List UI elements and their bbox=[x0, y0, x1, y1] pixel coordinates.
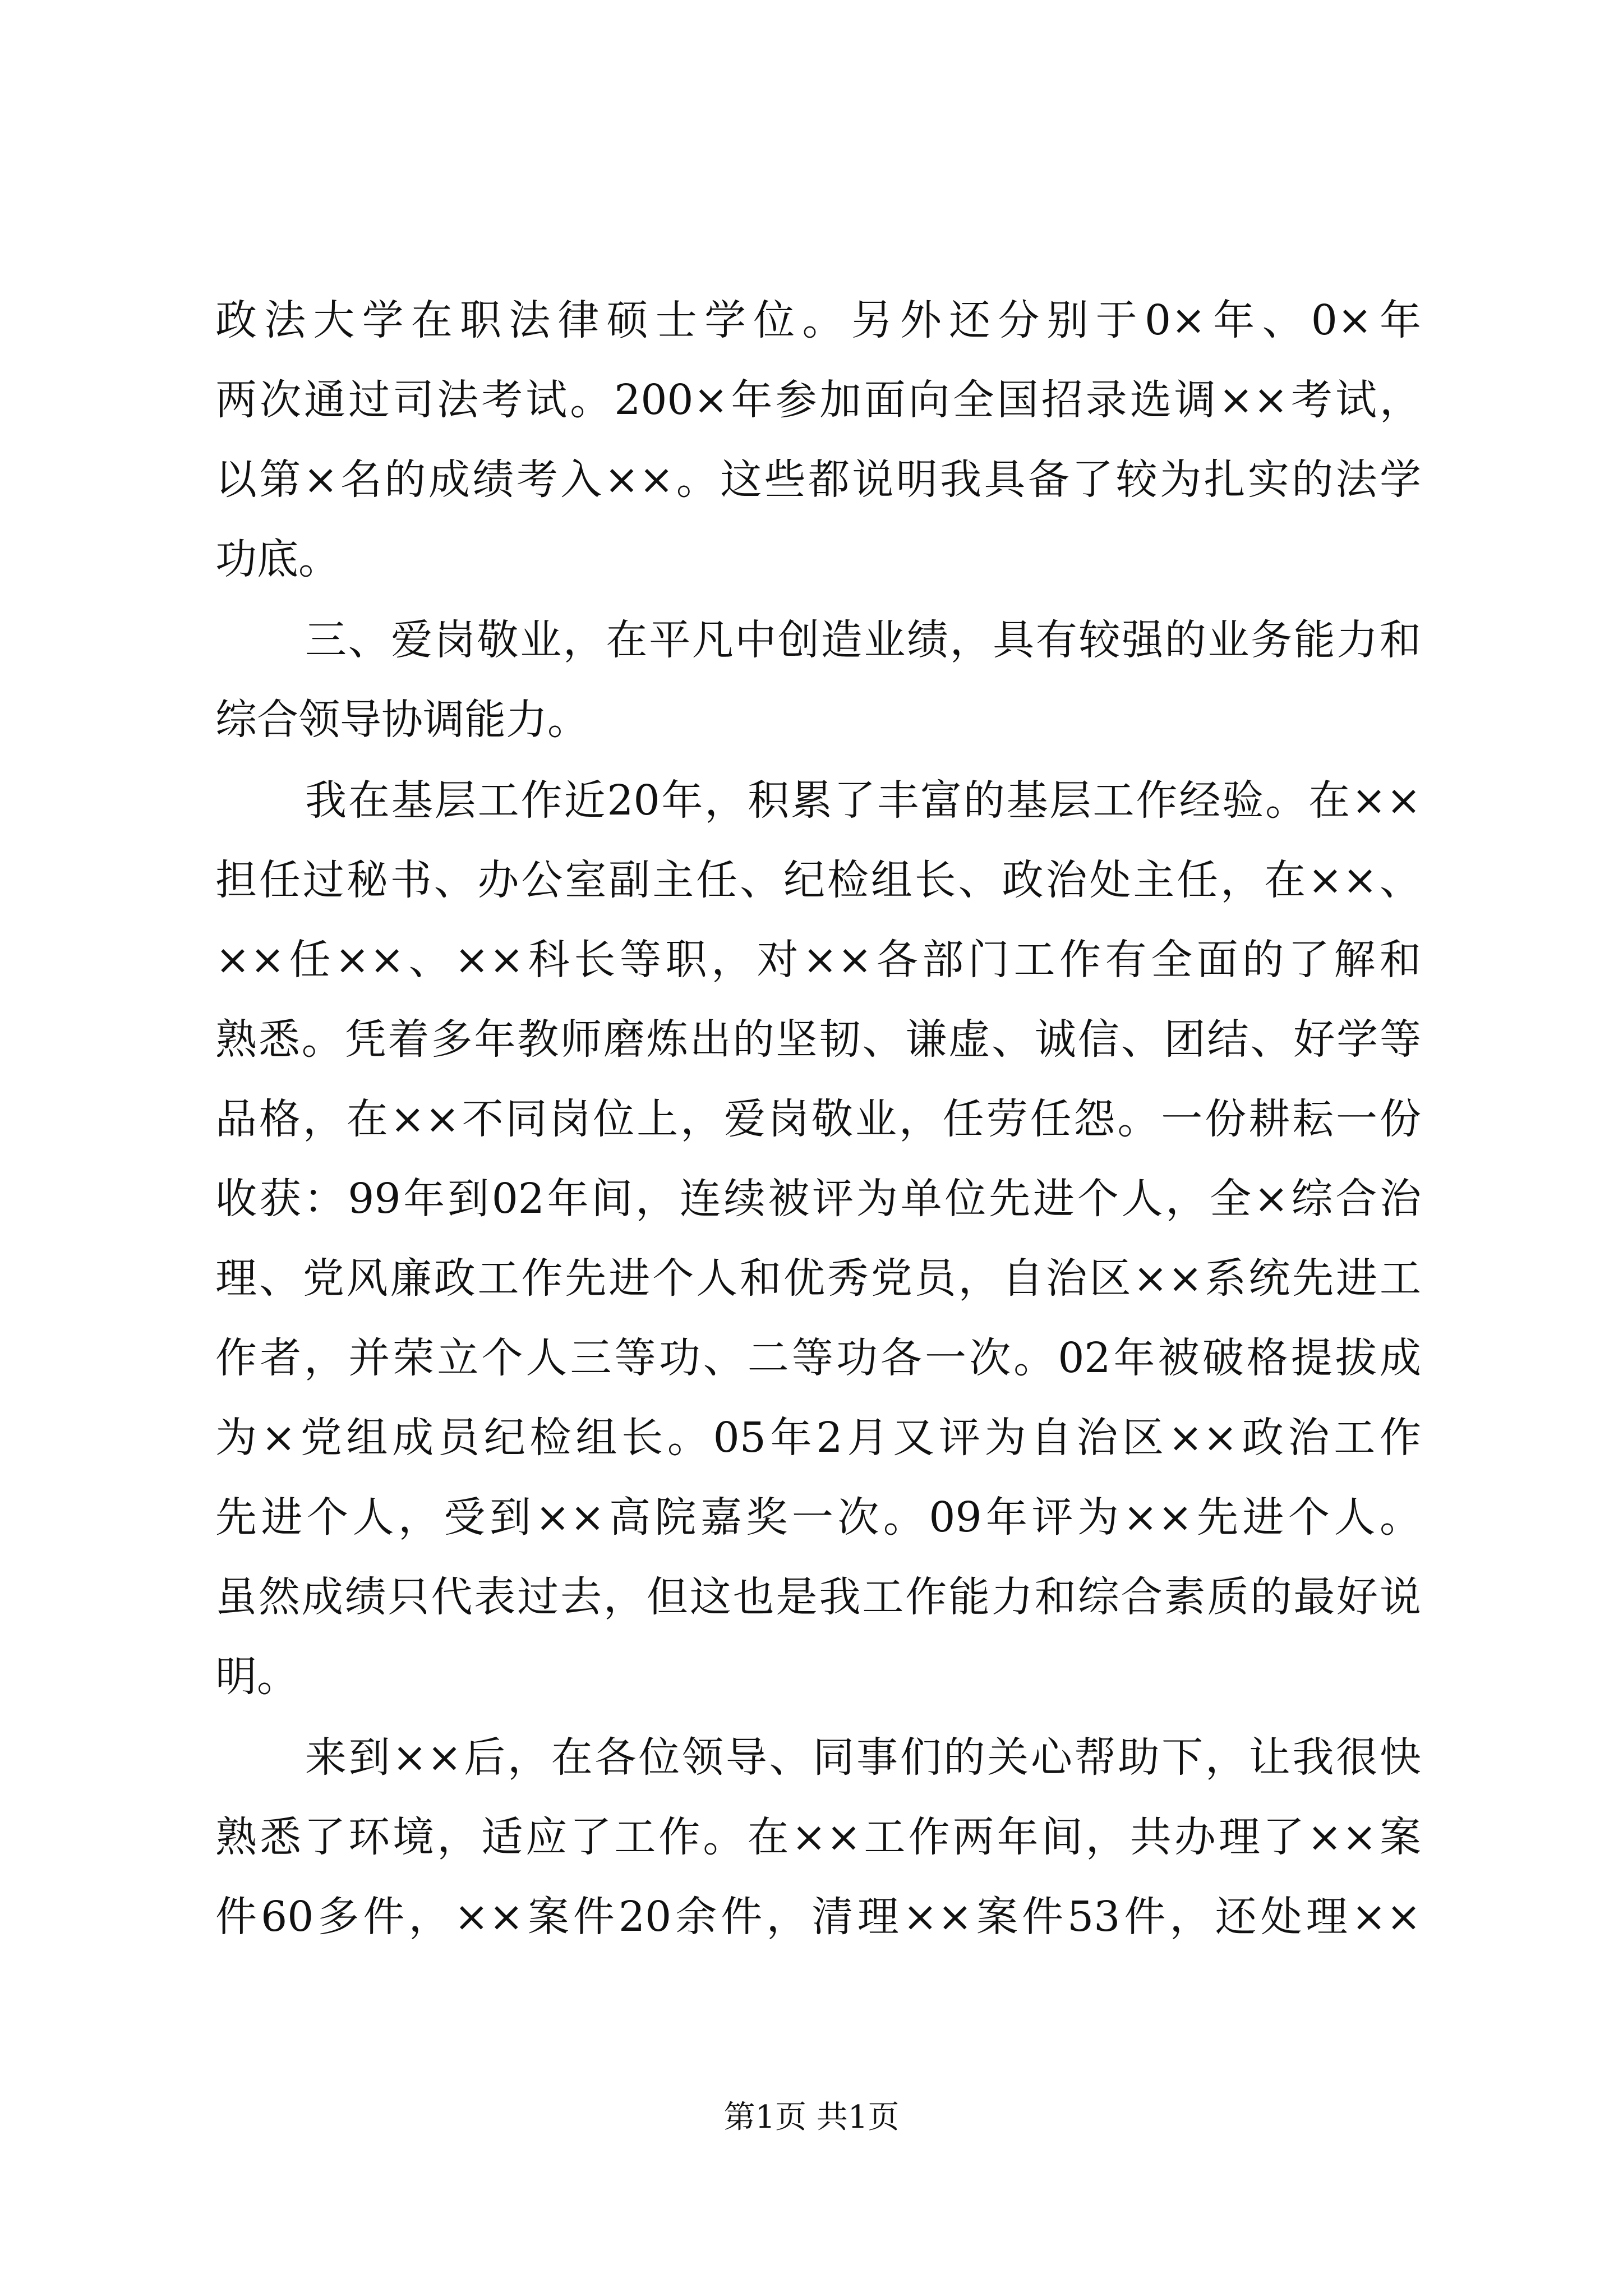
text-line: 收获：99年到02年间，连续被评为单位先进个人，全×综合治 bbox=[215, 1175, 1421, 1223]
text-line: 功底。 bbox=[215, 535, 340, 583]
text-line: ××任××、××科长等职，对××各部门工作有全面的了解和 bbox=[215, 936, 1421, 984]
text-line: 政法大学在职法律硕士学位。另外还分别于0×年、0×年 bbox=[215, 296, 1421, 344]
text-line: 综合领导协调能力。 bbox=[215, 696, 589, 744]
text-line: 我在基层工作近20年，积累了丰富的基层工作经验。在×× bbox=[305, 776, 1421, 825]
text-line: 作者，并荣立个人三等功、二等功各一次。02年被破格提拔成 bbox=[215, 1334, 1421, 1382]
text-line: 先进个人，受到××高院嘉奖一次。09年评为××先进个人。 bbox=[215, 1493, 1421, 1542]
text-line: 虽然成绩只代表过去，但这也是我工作能力和综合素质的最好说 bbox=[215, 1573, 1421, 1621]
paragraph-3 bbox=[215, 761, 1421, 1717]
text-line: 以第×名的成绩考入××。这些都说明我具备了较为扎实的法学 bbox=[215, 455, 1421, 504]
text-line: 熟悉了环境，适应了工作。在××工作两年间，共办理了××案 bbox=[215, 1813, 1421, 1861]
text-line: 两次通过司法考试。200×年参加面向全国招录选调××考试， bbox=[215, 376, 1421, 424]
text-line: 三、爱岗敬业，在平凡中创造业绩，具有较强的业务能力和 bbox=[305, 616, 1421, 664]
text-line: 熟悉。凭着多年教师磨炼出的坚韧、谦虚、诚信、团结、好学等 bbox=[215, 1015, 1421, 1064]
text-line: 件60多件，××案件20余件，清理××案件53件，还处理×× bbox=[215, 1893, 1421, 1941]
text-line: 为×党组成员纪检组长。05年2月又评为自治区××政治工作 bbox=[215, 1414, 1421, 1462]
paragraph-1 bbox=[215, 280, 1421, 599]
page-number-footer: 第1页 共1页 bbox=[723, 2099, 900, 2136]
paragraph-2-heading bbox=[215, 600, 1421, 760]
text-line: 来到××后，在各位领导、同事们的关心帮助下，让我很快 bbox=[305, 1733, 1421, 1782]
text-line: 担任过秘书、办公室副主任、纪检组长、政治处主任，在××、 bbox=[215, 856, 1421, 904]
document-body bbox=[215, 280, 1421, 1958]
text-line: 理、党风廉政工作先进个人和优秀党员，自治区××系统先进工 bbox=[215, 1254, 1421, 1303]
paragraph-4 bbox=[215, 1718, 1421, 1957]
text-line: 品格，在××不同岗位上，爱岗敬业，任劳任怨。一份耕耘一份 bbox=[215, 1095, 1421, 1143]
text-line: 明。 bbox=[215, 1653, 298, 1701]
